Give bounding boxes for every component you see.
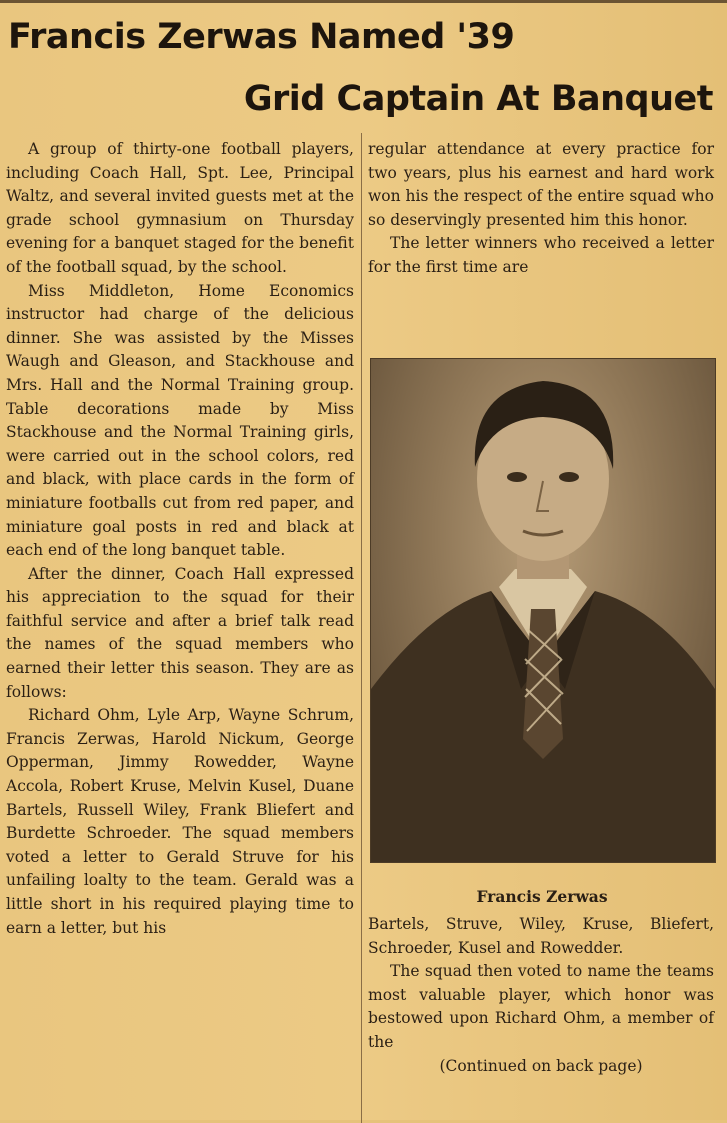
portrait-illustration <box>371 359 715 862</box>
right-column-top <box>368 138 714 280</box>
headline-line-2: Grid Captain At Banquet <box>243 79 713 119</box>
paragraph-coach-speech: After the dinner, Coach Hall expressed his appreciation to the squad for their faithful service and after a brief talk read the names of the squad members who earned their letter this season. They are as follows: <box>6 564 354 701</box>
portrait-photo <box>370 358 716 863</box>
left-column <box>6 138 354 940</box>
paragraph-first-time-names: Bartels, Struve, Wiley, Kruse, Bliefert, Schroeder, Kusel and Rowedder. <box>368 915 714 957</box>
paragraph-banquet-intro: A group of thirty-one football players, including Coach Hall, Spt. Lee, Principal Waltz, and several invited guests met at the grade school gymnasium on Thursday evening for a banquet staged for the benefit of the football squad, by the school. <box>6 140 354 276</box>
continued-notice: (Continued on back page) <box>439 1056 643 1075</box>
headline-line-1: Francis Zerwas Named '39 <box>8 17 515 57</box>
paragraph-letter-winners: Richard Ohm, Lyle Arp, Wayne Schrum, Francis Zerwas, Harold Nickum, George Opperman, Jimmy Rowedder, Wayne Accola, Robert Kruse, Melvin Kusel, Duane Bartels, Russell Wiley, Frank Bliefert and Burdette Schroeder. The squad members voted a letter to Gerald Struve for his unfailing loalty to the team. Gerald was a little short in his required playing time to earn a letter, but his <box>6 706 354 937</box>
paragraph-dinner-details: Miss Middleton, Home Economics instructor had charge of the delicious dinner. She was assisted by the Misses Waugh and Gleason, and Stackhouse and Mrs. Hall and the Normal Training group. Table decorations made by Miss Stackhouse and the Normal Training girls, were carried out in the school colors, red and black, with place cards in the form of miniature footballs cut from red paper, and miniature goal posts in red and black at each end of the long banquet table. <box>6 281 354 560</box>
right-column-bottom <box>368 913 714 1078</box>
paragraph-first-time-winners: The letter winners who received a letter for the first time are <box>368 234 714 276</box>
paragraph-most-valuable: The squad then voted to name the teams most valuable player, which honor was bestowed upon Richard Ohm, a member of the <box>368 962 714 1051</box>
column-divider <box>361 133 362 1123</box>
photo-caption: Francis Zerwas <box>476 887 608 906</box>
paragraph-struve-continued: regular attendance at every practice for two years, plus his earnest and hard work won his the respect of the entire squad who so deservingly presented him this honor. <box>368 140 714 229</box>
